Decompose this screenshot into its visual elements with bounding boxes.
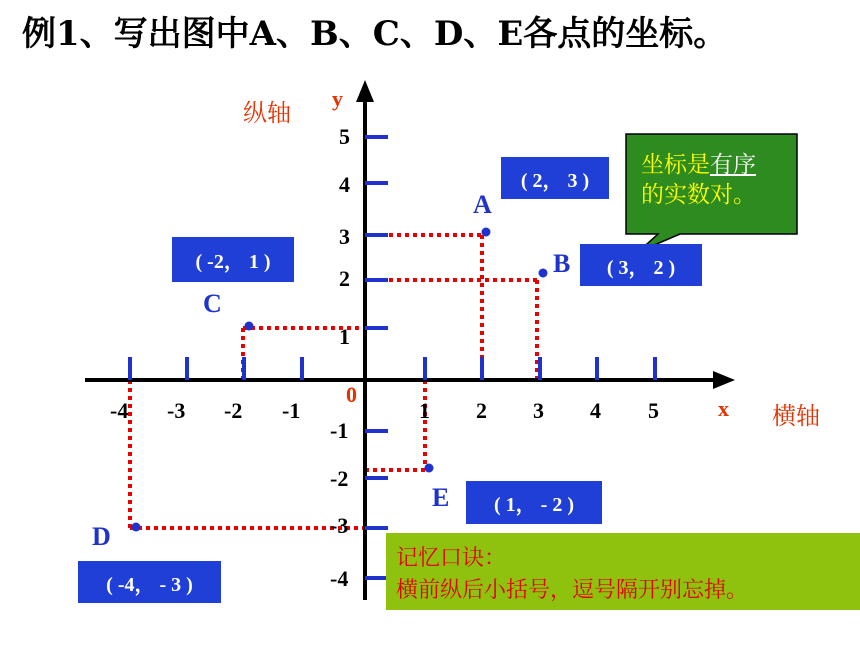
y-tick-label: -2 <box>330 466 349 491</box>
callout-underlined: 有序 <box>710 152 756 178</box>
x-tick-label: -3 <box>167 398 186 423</box>
coord-box-d: ( -4， - 3 ) <box>78 561 221 603</box>
x-tick-label: 1 <box>419 398 430 423</box>
point-e <box>425 464 434 473</box>
x-tick-label: 4 <box>590 398 601 423</box>
point-c <box>245 322 254 331</box>
memo-box <box>386 533 860 610</box>
x-tick-label: 5 <box>648 398 659 423</box>
y-tick-label: 2 <box>339 266 350 291</box>
y-tick-label: 5 <box>339 124 350 149</box>
coord-box-e: ( 1， - 2 ) <box>466 481 602 524</box>
y-tick-label: 4 <box>339 172 350 197</box>
memo-line1: 记忆口诀： <box>396 546 507 571</box>
point-label-c: C <box>203 289 222 318</box>
coord-box-c: ( -2， 1 ) <box>172 237 294 282</box>
x-tick-label: 2 <box>476 398 487 423</box>
x-axis-var: x <box>718 396 729 421</box>
coord-box-b: ( 3， 2 ) <box>580 244 702 286</box>
y-tick-label: 1 <box>339 324 350 349</box>
y-axis-var: y <box>332 86 343 111</box>
page-title: 例1、写出图中A、B、C、D、E各点的坐标。 <box>22 14 728 54</box>
x-tick-label: -2 <box>224 398 243 423</box>
callout-text <box>641 150 799 210</box>
point-label-a: A <box>473 190 492 219</box>
point-label-e: E <box>432 483 450 512</box>
point-d <box>132 523 141 532</box>
memo-line2: 横前纵后小括号，逗号隔开别忘掉。 <box>396 578 749 603</box>
point-label-b: B <box>553 249 571 278</box>
y-tick-label: -4 <box>330 566 349 591</box>
x-tick-label: -4 <box>110 398 129 423</box>
x-tick-label: -1 <box>282 398 301 423</box>
y-tick-label: -1 <box>330 418 349 443</box>
coord-box-a: ( 2， 3 ) <box>501 157 609 199</box>
x-tick-label: 3 <box>533 398 544 423</box>
y-axis-name: 纵轴 <box>243 99 291 127</box>
origin-label: 0 <box>346 382 357 407</box>
callout-line2: 的实数对。 <box>641 182 756 208</box>
point-a <box>482 228 491 237</box>
point-label-d: D <box>92 522 111 551</box>
y-tick-label: 3 <box>339 224 350 249</box>
callout-prefix: 坐标是 <box>641 152 710 178</box>
y-tick-label: -3 <box>330 513 349 538</box>
x-axis-name: 横轴 <box>772 402 820 430</box>
point-b <box>539 269 548 278</box>
